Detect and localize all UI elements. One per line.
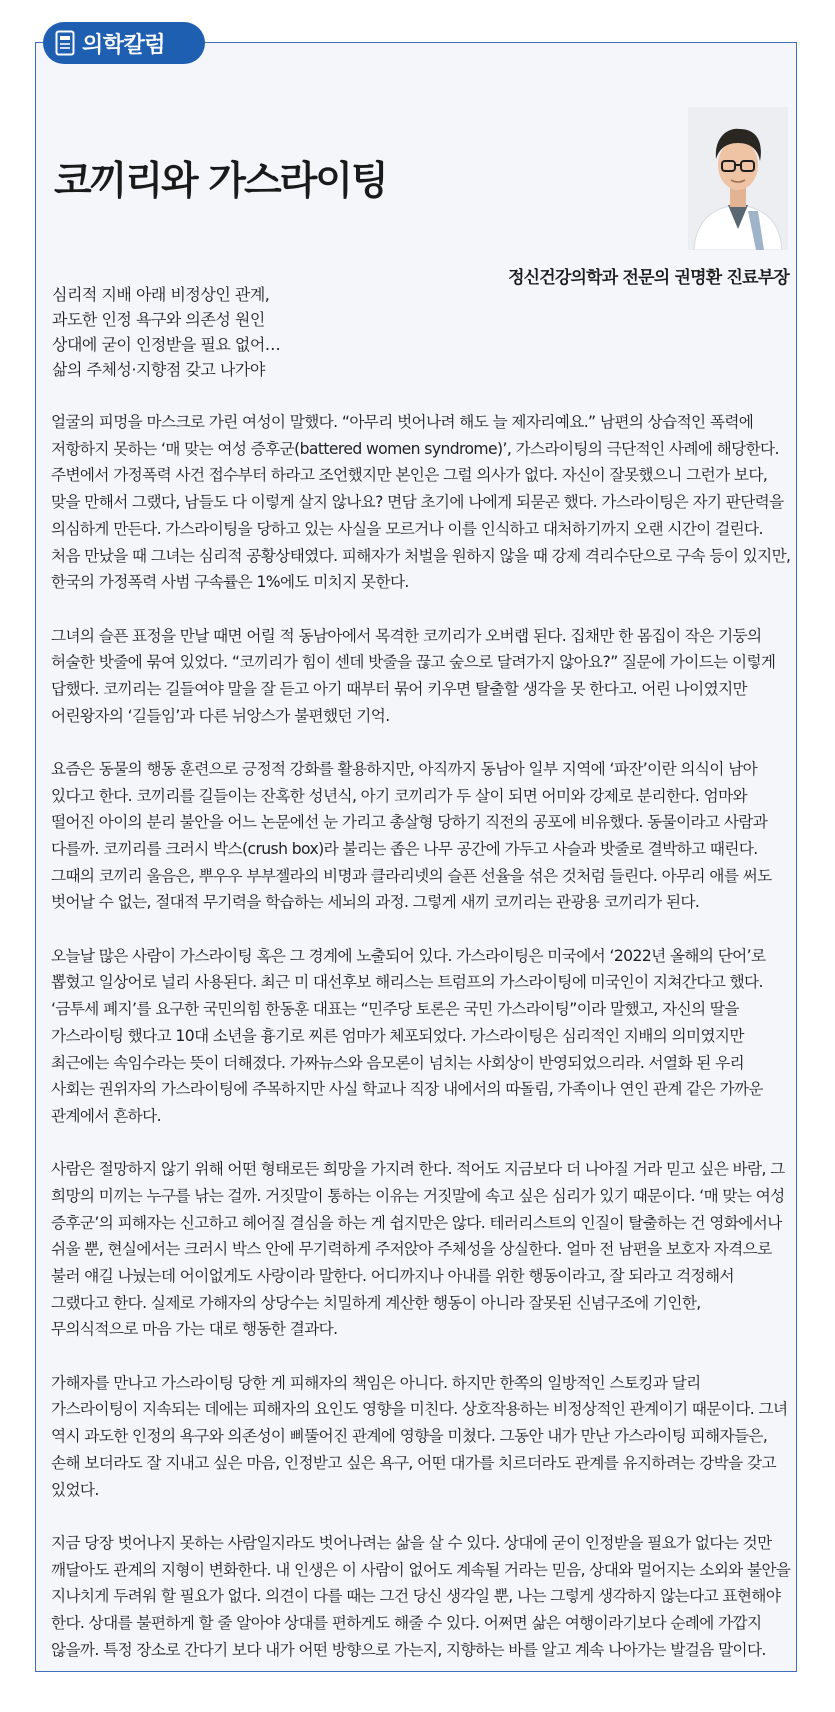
subheadline: 삶의 주체성·지향점 갖고 나가야 (52, 360, 265, 379)
body-paragraph: 요즘은 동물의 행동 훈련으로 긍정적 강화를 활용하지만, 아직까지 동남아 일부 지역에 ‘파잔’이란 의식이 남아 있다고 한다. 코끼리를 길들이는 잔혹한 성년식, 아기 코끼리가 두 살이 되면 어미와 강제로 분리한다. 엄마와 떨어진 아이의 분리 불안을 어느 논문에선 눈 가리고 총살형 당하기 직전의 공포에 비유했다. 동물이라고 사람과 다를까. 코끼리를 크러시 박스(crush box)라 불리는 좁은 나무 공간에 가두고 사슬과 밧줄로 결박하고 때린다. 그때의 코끼리 울음은, 뿌우우 부부젤라의 비명과 클라리넷의 슬픈 선율을 섞은 것처럼 들린다. 아무리 애를 써도 벗어날 수 없는, 절대적 무기력을 학습하는 세뇌의 과정. 그렇게 새끼 코끼리는 관광용 코끼리가 된다. (51, 759, 772, 912)
body-paragraph: 얼굴의 피멍을 마스크로 가린 여성이 말했다. “아무리 벗어나려 해도 늘 제자리예요.” 남편의 상습적인 폭력에 저항하지 못하는 ‘매 맞는 여성 증후군(battered women syndrome)’, 가스라이팅의 극단적인 사례에 해당한다. 주변에서 가정폭력 사건 접수부터 하라고 조언했지만 본인은 그럴 의사가 없다. 자신이 잘못했으니 그런가 보다, 맞을 만해서 그랬다, 남들도 다 이렇게 살지 않나요? 면담 초기에 나에게 되묻곤 했다. 가스라이팅은 자기 판단력을 의심하게 만든다. 가스라이팅을 당하고 있는 사실을 모르거나 이를 인식하고 대처하기까지 오랜 시간이 걸린다. 처음 만났을 때 그녀는 심리적 공황상태였다. 피해자가 처벌을 원하지 않을 때 강제 격리수단으로 구속 등이 있지만, 한국의 가정폭력 사범 구속률은 1%에도 미치지 못한다. (51, 413, 791, 592)
author-portrait-illustration (688, 107, 788, 250)
article-title: 코끼리와 가스라이팅 (54, 159, 387, 204)
body-paragraph: 오늘날 많은 사람이 가스라이팅 혹은 그 경계에 노출되어 있다. 가스라이팅은 미국에서 ‘2022년 올해의 단어’로 뽑혔고 일상어로 널리 사용된다. 최근 미 대선후보 해리스는 트럼프의 가스라이팅에 미국인이 지쳐간다고 했다. ‘금투세 폐지’를 요구한 국민의힘 한동훈 대표는 “민주당 토론은 국민 가스라이팅”이라 말했고, 자신의 딸을 가스라이팅 했다고 10대 소년을 흉기로 찌른 엄마가 체포되었다. 가스라이팅은 심리적인 지배의 의미였지만 최근에는 속임수라는 뜻이 더해졌다. 가짜뉴스와 음모론이 넘치는 사회상이 반영되었으리라. 서열화 된 우리 사회는 권위자의 가스라이팅에 주목하지만 사실 학교나 직장 내에서의 따돌림, 가족이나 연인 관계 같은 가까운 관계에서 흔하다. (51, 946, 766, 1125)
author-byline: 정신건강의학과 전문의 권명환 진료부장 (508, 268, 789, 288)
subheadline: 과도한 인정 욕구와 의존성 원인 (52, 310, 265, 329)
column-badge (43, 22, 205, 64)
body-paragraph: 지금 당장 벗어나지 못하는 사람일지라도 벗어나려는 삶을 살 수 있다. 상대에 굳이 인정받을 필요가 없다는 것만 깨달아도 관계의 지형이 변화한다. 내 인생은 이 사람이 없어도 계속될 거라는 믿음, 상대와 멀어지는 소외와 불안을 지나치게 두려워 할 필요가 없다. 의견이 다를 때는 그건 당신 생각일 뿐, 나는 그렇게 생각하지 않는다고 표현해야 한다. 상대를 불편하게 할 줄 알아야 상대를 편하게도 해줄 수 있다. 어쩌면 삶은 여행이라기보다 순례에 가깝지 않을까. 특정 장소로 간다기 보다 내가 어떤 방향으로 가는지, 지향하는 바를 알고 계속 나아가는 발걸음 말이다. (51, 1533, 791, 1659)
subheadline: 심리적 지배 아래 비정상인 관계, (52, 285, 270, 304)
badge-label: 의학칼럼 (82, 32, 166, 58)
article-body (51, 409, 791, 1690)
body-paragraph: 그녀의 슬픈 표정을 만날 때면 어릴 적 동남아에서 목격한 코끼리가 오버랩 된다. 집채만 한 몸집이 작은 기둥의 허술한 밧줄에 묶여 있었다. “코끼리가 힘이 센데 밧줄을 끊고 숲으로 달려가지 않아요?” 질문에 가이드는 이렇게 답했다. 코끼리는 길들여야 말을 잘 듣고 아기 때부터 묶어 키우면 탈출할 생각을 못 한다고. 어린 나이였지만 어린왕자의 ‘길들임’과 다른 뉘앙스가 불편했던 기억. (51, 626, 776, 725)
body-paragraph: 사람은 절망하지 않기 위해 어떤 형태로든 희망을 가지려 한다. 적어도 지금보다 더 나아질 거라 믿고 싶은 바람, 그 희망의 미끼는 누구를 낚는 걸까. 거짓말이 통하는 이유는 거짓말에 속고 싶은 심리가 있기 때문이다. ‘매 맞는 여성 증후군’의 피해자는 신고하고 헤어질 결심을 하는 게 쉽지만은 않다. 테러리스트의 인질이 탈출하는 건 영화에서나 쉬울 뿐, 현실에서는 크러시 박스 안에 무기력하게 주저앉아 주체성을 상실한다. 얼마 전 남편을 보호자 자격으로 불러 얘길 나눴는데 어이없게도 사랑이라 말한다. 어디까지나 아내를 위한 행동이라고, 잘 되라고 걱정해서 그랬다고 한다. 실제로 가해자의 상당수는 치밀하게 계산한 행동이 아니라 잘못된 신념구조에 기인한, 무의식적으로 마음 가는 대로 행동한 결과다. (51, 1160, 785, 1339)
body-paragraph: 가해자를 만나고 가스라이팅 당한 게 피해자의 책임은 아니다. 하지만 한쪽의 일방적인 스토킹과 달리 가스라이팅이 지속되는 데에는 피해자의 요인도 영향을 미친다. 상호작용하는 비정상적인 관계이기 때문이다. 그녀 역시 과도한 인정의 욕구와 의존성이 삐뚤어진 관계에 영향을 미쳤다. 그동안 내가 만난 가스라이팅 피해자들은, 손해 보더라도 잘 지내고 싶은 마음, 인정받고 싶은 욕구, 어떤 대가를 치르더라도 관계를 유지하려는 강박을 갖고 있었다. (51, 1373, 788, 1499)
author-photo (688, 107, 788, 250)
document-icon (55, 30, 75, 56)
subheadline: 상대에 굳이 인정받을 필요 없어… (52, 335, 281, 354)
subheadline-block (52, 282, 280, 382)
